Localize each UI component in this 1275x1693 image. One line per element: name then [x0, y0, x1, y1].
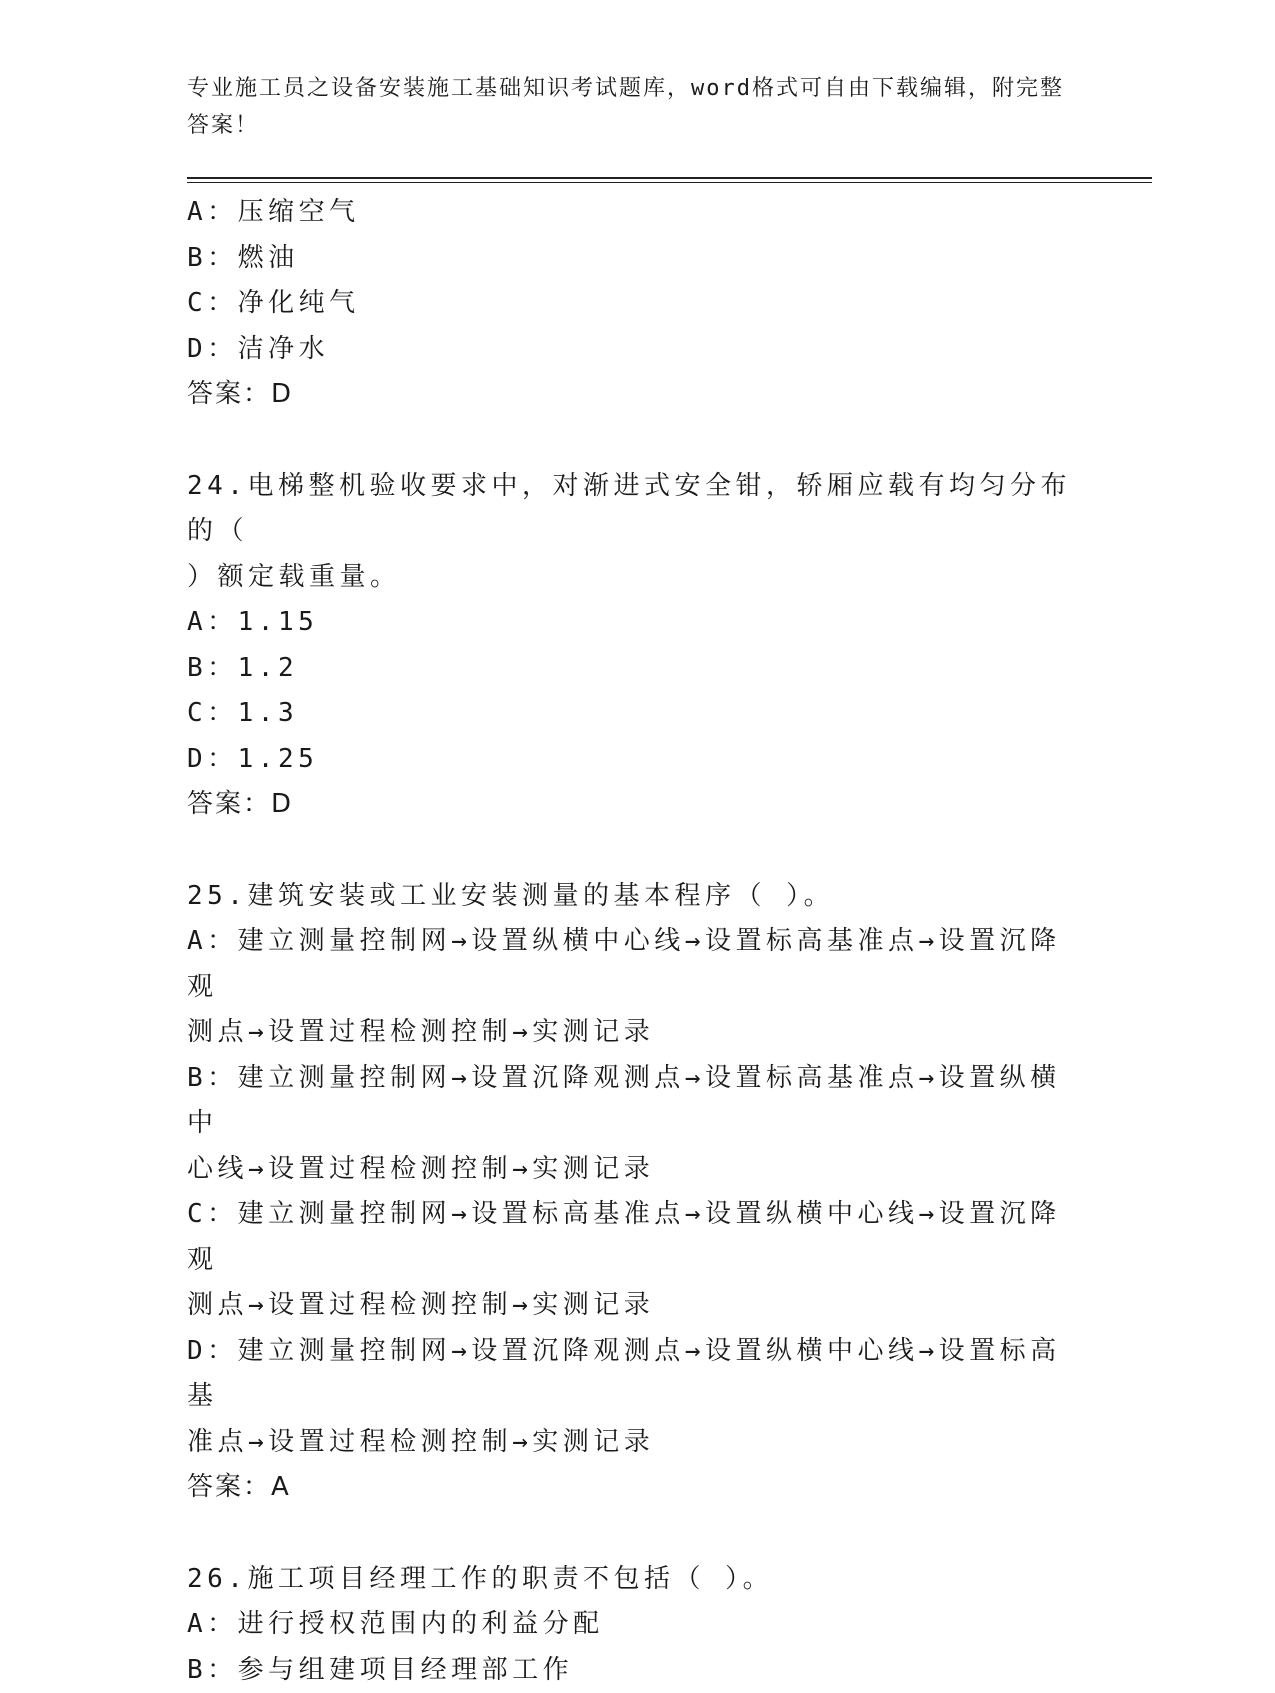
answer: 答案：D	[187, 372, 1087, 418]
question-26	[187, 1557, 1087, 1693]
spacer	[187, 418, 1087, 464]
header-rule-thick	[187, 177, 1152, 179]
answer: 答案：D	[187, 782, 1087, 828]
question-stem: 25.建筑安装或工业安装测量的基本程序（ ）。	[187, 874, 1087, 920]
option-b: B：建立测量控制网→设置沉降观测点→设置标高基准点→设置纵横中	[187, 1056, 1087, 1147]
option-b-cont: 心线→设置过程检测控制→实测记录	[187, 1147, 1087, 1193]
question-list	[187, 190, 1087, 1693]
option-d: D：1.25	[187, 737, 1087, 783]
option-a: A：1.15	[187, 600, 1087, 646]
option-a: A：压缩空气	[187, 190, 1087, 236]
option-c-cont: 测点→设置过程检测控制→实测记录	[187, 1283, 1087, 1329]
option-a-cont: 测点→设置过程检测控制→实测记录	[187, 1010, 1087, 1056]
document-header: 专业施工员之设备安装施工基础知识考试题库，word格式可自由下载编辑，附完整答案！	[187, 70, 1067, 144]
option-d-cont: 准点→设置过程检测控制→实测记录	[187, 1420, 1087, 1466]
answer: 答案：A	[187, 1465, 1087, 1511]
option-d: D：建立测量控制网→设置沉降观测点→设置纵横中心线→设置标高基	[187, 1329, 1087, 1420]
option-c: C：净化纯气	[187, 281, 1087, 327]
question-25	[187, 874, 1087, 1511]
option-b: B：1.2	[187, 646, 1087, 692]
option-c: C：建立测量控制网→设置标高基准点→设置纵横中心线→设置沉降观	[187, 1192, 1087, 1283]
option-b: B：参与组建项目经理部工作	[187, 1648, 1087, 1693]
header-rule-thin	[187, 182, 1152, 183]
question-23	[187, 190, 1087, 418]
option-a: A：进行授权范围内的利益分配	[187, 1602, 1087, 1648]
option-c: C：1.3	[187, 691, 1087, 737]
question-stem: 26.施工项目经理工作的职责不包括（ ）。	[187, 1557, 1087, 1603]
option-d: D：洁净水	[187, 327, 1087, 373]
option-a: A：建立测量控制网→设置纵横中心线→设置标高基准点→设置沉降观	[187, 919, 1087, 1010]
option-b: B：燃油	[187, 236, 1087, 282]
question-stem-cont: ）额定载重量。	[187, 555, 1087, 601]
question-stem: 24.电梯整机验收要求中，对渐进式安全钳，轿厢应载有均匀分布的（	[187, 464, 1087, 555]
spacer	[187, 1511, 1087, 1557]
spacer	[187, 828, 1087, 874]
question-24	[187, 464, 1087, 828]
